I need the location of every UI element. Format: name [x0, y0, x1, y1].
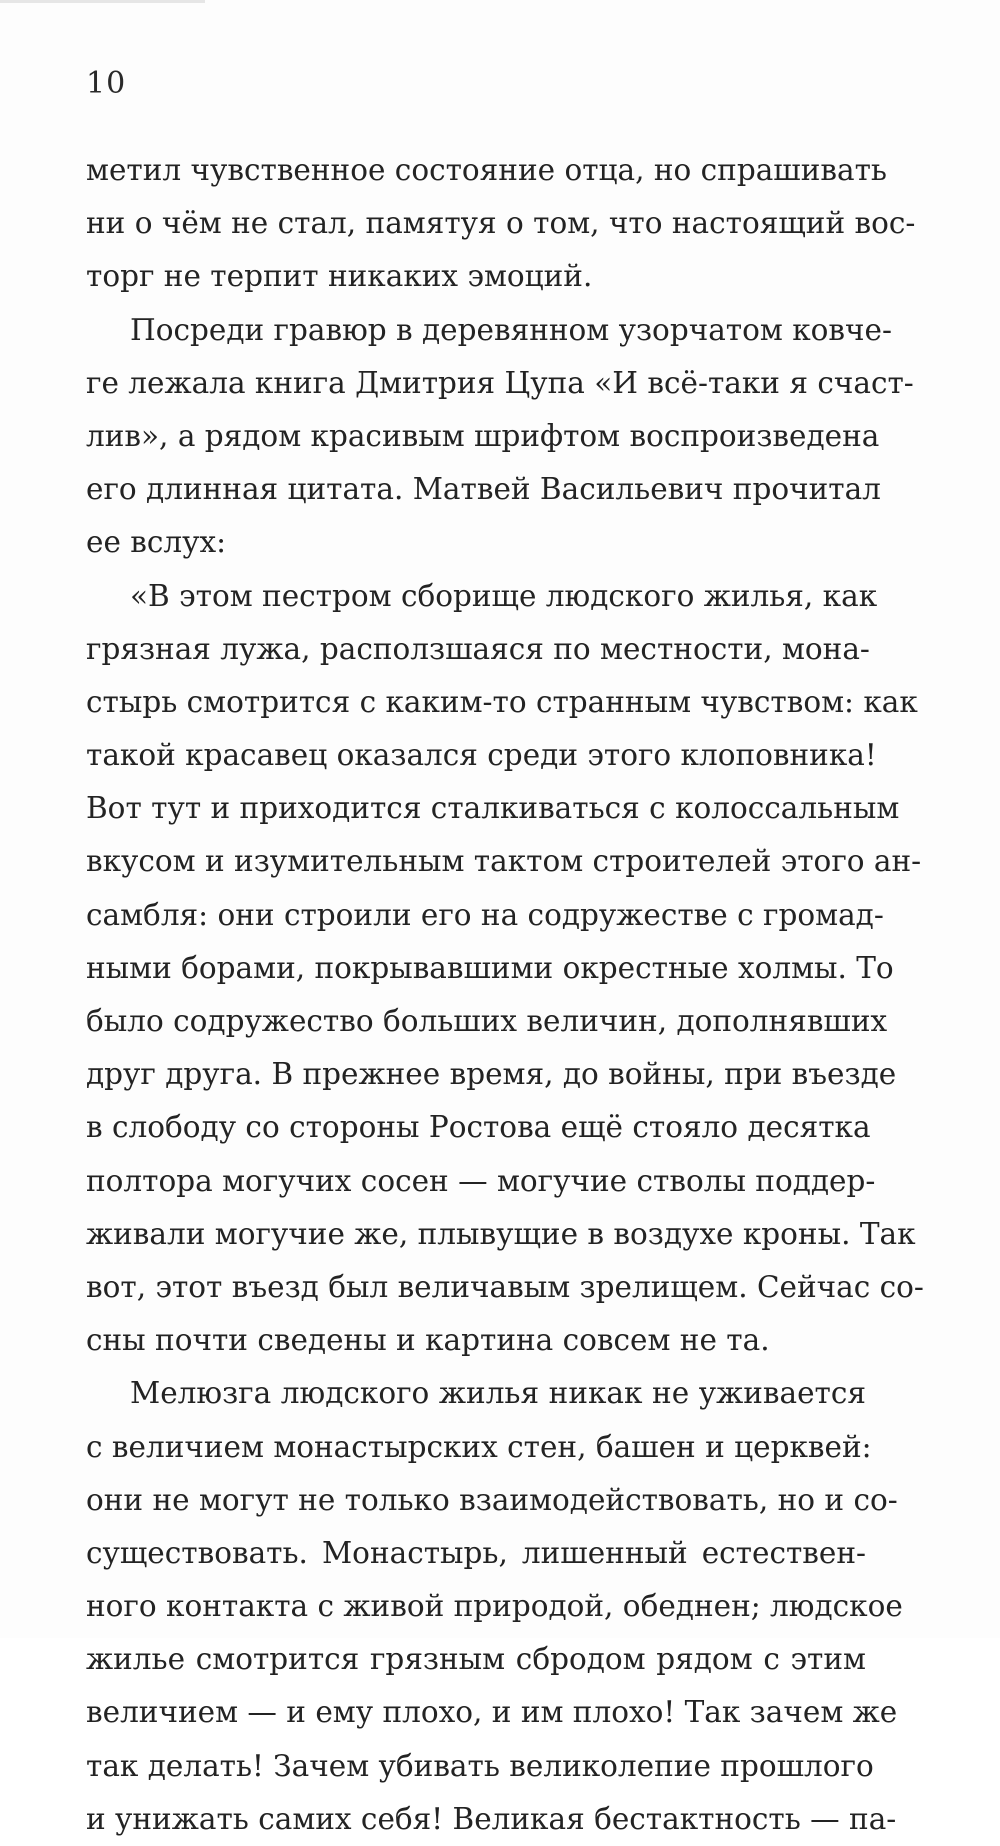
- text-line: они не могут не только взаимодействовать, но и со-: [86, 1482, 898, 1517]
- text-line: ее вслух:: [86, 525, 227, 560]
- text-line: ни о чём не стал, памятуя о том, что настоящий вос-: [86, 206, 916, 241]
- text-line: вот, этот въезд был величавым зрелищем. Сейчас со-: [86, 1269, 924, 1304]
- text-line: такой красавец оказался среди этого клоповника!: [86, 738, 877, 773]
- text-line: Вот тут и приходится сталкиваться с колоссальным: [86, 791, 900, 826]
- text-line: было содружество больших величин, дополнявших: [86, 1004, 888, 1038]
- text-line: вкусом и изумительным тактом строителей этого ан-: [86, 844, 922, 879]
- text-line: существовать. Монастырь, лишенный естествен-: [86, 1535, 866, 1570]
- text-line: «В этом пестром сборище людского жилья, как: [130, 578, 878, 613]
- text-line: ными борами, покрывавшими окрестные холмы. То: [86, 950, 894, 985]
- text-line: ге лежала книга Дмитрия Цупа «И всё-таки я счаст-: [86, 365, 914, 400]
- text-line: величием — и ему плохо, и им плохо! Так зачем же: [86, 1695, 898, 1730]
- text-line: и унижать самих себя! Великая бестактность — па-: [86, 1801, 897, 1836]
- text-line: Посреди гравюр в деревянном узорчатом ковче-: [130, 312, 892, 347]
- text-line: стырь смотрится с каким-то странным чувством: как: [86, 684, 918, 719]
- scan-edge-mark: [0, 0, 205, 3]
- text-line: лив», а рядом красивым шрифтом воспроизведена: [86, 418, 880, 453]
- text-line: его длинная цитата. Матвей Васильевич прочитал: [86, 472, 881, 507]
- text-line: так делать! Зачем убивать великолепие прошлого: [86, 1748, 874, 1783]
- text-line: ного контакта с живой природой, обеднен; людское: [86, 1589, 903, 1624]
- text-line: живали могучие же, плывущие в воздухе кроны. Так: [86, 1216, 916, 1251]
- text-line: в слободу со стороны Ростова ещё стояло десятка: [86, 1110, 871, 1145]
- page-number: 10: [86, 66, 127, 101]
- text-line: самбля: они строили его на содружестве с громад-: [86, 897, 884, 932]
- text-line: Мелюзга людского жилья никак не уживается: [130, 1376, 866, 1411]
- text-line: жилье смотрится грязным сбродом рядом с этим: [86, 1642, 866, 1677]
- text-line: полтора могучих сосен — могучие стволы поддер-: [86, 1163, 876, 1198]
- text-line: сны почти сведены и картина совсем не та.: [86, 1323, 770, 1358]
- body-text: [86, 144, 924, 1846]
- text-line: с величием монастырских стен, башен и церквей:: [86, 1429, 872, 1464]
- text-line: грязная лужа, расползшаяся по местности, мона-: [86, 631, 870, 666]
- text-line: друг друга. В прежнее время, до войны, при въезде: [86, 1057, 897, 1092]
- text-line: метил чувственное состояние отца, но спрашивать: [86, 153, 887, 187]
- text-line: торг не терпит никаких эмоций.: [86, 259, 593, 294]
